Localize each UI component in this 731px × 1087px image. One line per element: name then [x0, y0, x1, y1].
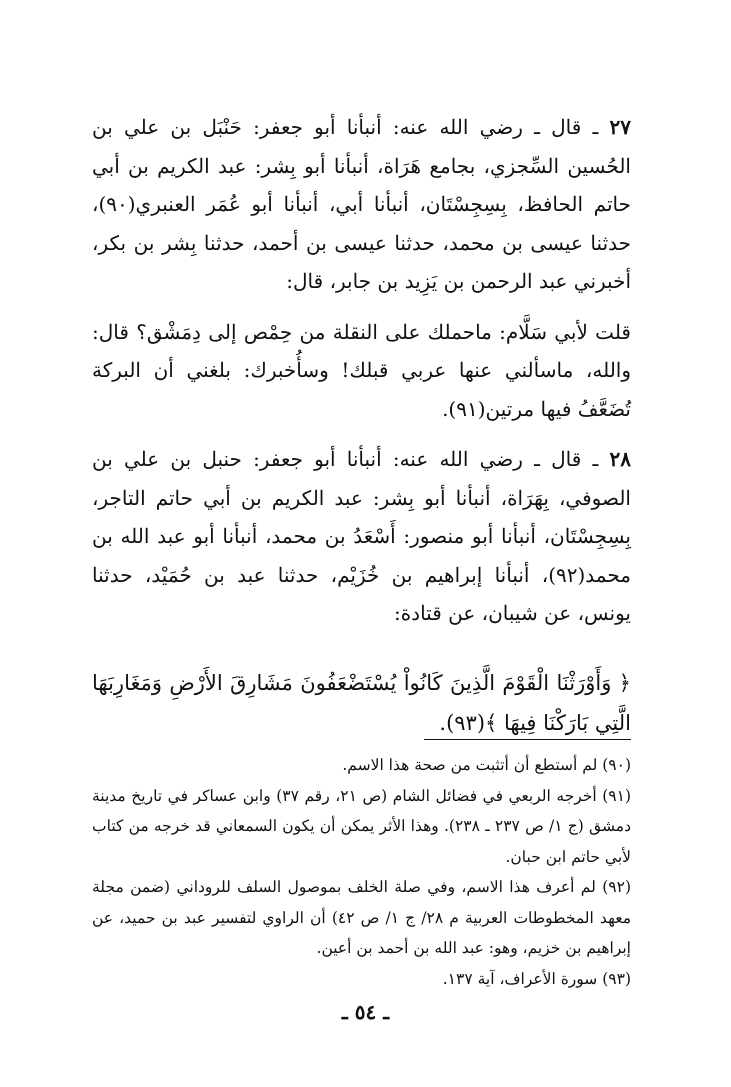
section-28-paragraph — [92, 440, 631, 633]
footnote-divider — [424, 739, 631, 740]
section-27-number: ٢٧ — [609, 115, 631, 139]
quran-verse: ﴿ وَأَوْرَثْنَا الْقَوْمَ الَّذِينَ كَانُواْ يُسْتَضْعَفُونَ مَشَارِقَ الأَرْضِ وَمَغَارِبَهَا الَّتِي بَارَكْنَا فِيهَا ﴾(٩٣). — [92, 671, 631, 735]
page-number: ـ ٥٤ ـ — [341, 1000, 390, 1024]
section-27-paragraph — [92, 108, 631, 301]
section-28-body: ـ قال ـ رضي الله عنه: أنبأنا أبو جعفر: حنبل بن علي بن الصوفي، بِهَرَاة، أنبأنا أبو بِشر: عبد الكريم بن أبي حاتم التاجر، بِسِجِسْتَان، أنبأنا أبو منصور: أَسْعَدُ بن محمد، أنبأنا أبو عبد الله بن محمد(٩٢)، أنبأنا إبراهيم بن خُزَيْم، حدثنا عبد بن حُمَيْد، حدثنا يونس، عن شيبان، عن قتادة: — [92, 447, 631, 625]
footnote-91: (٩١) أخرجه الربعي في فضائل الشام (ص ٢١، رقم ٣٧) وابن عساكر في تاريخ مدينة دمشق (ج ١/ ص ٢٣٧ ـ ٢٣٨). وهذا الأثر يمكن أن يكون السمعاني قد خرجه من كتاب لأبي حاتم ابن حبان. — [92, 786, 631, 866]
footnote-90: (٩٠) لم أستطع أن أتثبت من صحة هذا الاسم. — [342, 756, 631, 774]
section-27-quote: قلت لأبي سَلَّام: ماحملك على النقلة من حِمْص إلى دِمَشْق؟ قال: والله، ماسألني عنها عربي قبلك! وسأُخبرك: بلغني أن البركة تُضَعَّفُ فيها مرتين(٩١). — [92, 319, 631, 421]
section-27-body: ـ قال ـ رضي الله عنه: أنبأنا أبو جعفر: حَنْبَل بن علي بن الحُسين السِّجزي، بجامع هَرَاة، أنبأنا أبو بِشر: عبد الكريم بن أبي حاتم الحافظ، بِسِجِسْتَان، أنبأنا أبي، أنبأنا أبو عُمَر العنبري(٩٠)، حدثنا عيسى بن محمد، حدثنا عيسى بن أحمد، حدثنا بِشر بن بكر، أخبرني عبد الرحمن بن يَزِيد بن جابر، قال: — [92, 115, 631, 293]
main-text — [92, 108, 631, 633]
footnotes — [92, 750, 631, 994]
footnote-92: (٩٢) لم أعرف هذا الاسم، وفي صلة الخلف بموصول السلف للروداني (ضمن مجلة معهد المخطوطات العربية م ٢٨/ ج ١/ ص ٤٢) أن الراوي لتفسير عبد بن حميد، عن إبراهيم بن خزيم، وهو: عبد الله بن أحمد بن أعين. — [92, 878, 631, 957]
footnote-93: (٩٣) سورة الأعراف، آية ١٣٧. — [442, 969, 631, 988]
section-28-number: ٢٨ — [609, 447, 631, 471]
